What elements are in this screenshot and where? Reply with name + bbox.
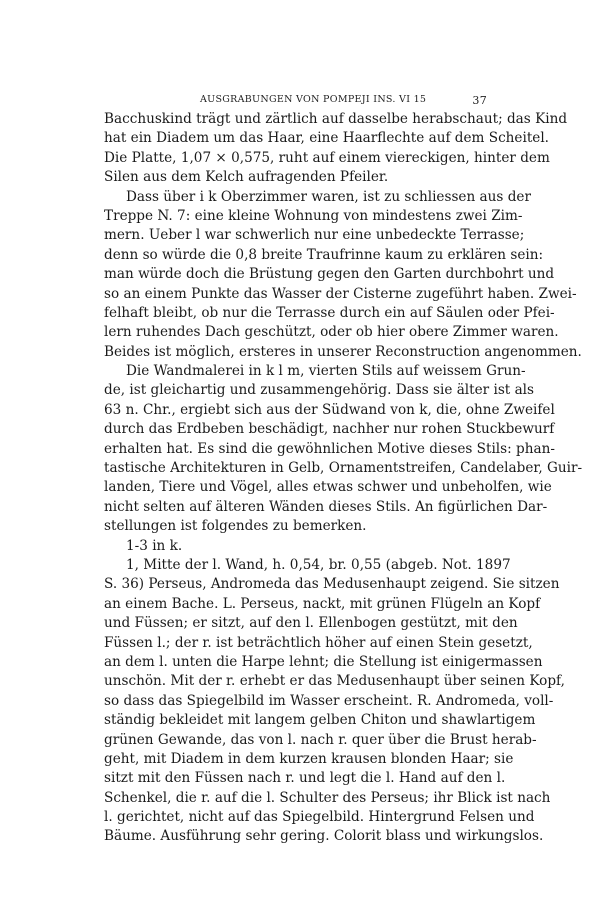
text-line: sitzt mit den Füssen nach r. und legt die l. Hand auf den l. xyxy=(104,770,506,787)
text-line: Die Wandmalerei in k l m, vierten Stils auf weissem Grun- xyxy=(126,363,526,380)
text-line: stellungen ist folgendes zu bemerken. xyxy=(104,518,367,535)
text-line: 1, Mitte der l. Wand, h. 0,54, br. 0,55 (abgeb. Not. 1897 xyxy=(126,556,511,573)
text-line: so dass das Spiegelbild im Wasser erscheint. R. Andromeda, voll- xyxy=(104,692,554,709)
text-line: Schenkel, die r. auf die l. Schulter des Perseus; ihr Blick ist nach xyxy=(104,789,551,806)
text-line: l. gerichtet, nicht auf das Spiegelbild. Hintergrund Felsen und xyxy=(104,809,535,826)
text-line: geht, mit Diadem in dem kurzen krausen blonden Haar; sie xyxy=(104,750,514,767)
text-line: und Füssen; er sitzt, auf den l. Ellenbogen gestützt, mit den xyxy=(104,615,518,632)
body-text xyxy=(104,110,583,847)
running-title: AUSGRABUNGEN VON POMPEJI INS. VI 15 xyxy=(200,94,427,105)
text-line: landen, Tiere und Vögel, alles etwas schwer und unbeholfen, wie xyxy=(104,479,552,496)
text-line: ständig bekleidet mit langem gelben Chiton und shawlartigem xyxy=(104,712,536,729)
text-line: Füssen l.; der r. ist beträchtlich höher auf einen Stein gesetzt, xyxy=(104,634,533,651)
text-line: an dem l. unten die Harpe lehnt; die Stellung ist einigermassen xyxy=(104,653,543,670)
text-line: Dass über i k Oberzimmer waren, ist zu schliessen aus der xyxy=(126,188,531,205)
text-line: lern ruhendes Dach geschützt, oder ob hier obere Zimmer waren. xyxy=(104,324,559,341)
text-line: Silen aus dem Kelch aufragenden Pfeiler. xyxy=(104,169,389,186)
text-line: de, ist gleichartig und zusammengehörig. Dass sie älter ist als xyxy=(104,382,535,399)
text-line: so an einem Punkte das Wasser der Cisterne zugeführt haben. Zwei- xyxy=(104,285,577,302)
text-line: denn so würde die 0,8 breite Traufrinne kaum zu erklären sein: xyxy=(104,246,544,263)
text-line: man würde doch die Brüstung gegen den Garten durchbohrt und xyxy=(104,266,555,283)
text-line: erhalten hat. Es sind die gewöhnlichen Motive dieses Stils: phan- xyxy=(104,440,555,457)
text-line: durch das Erdbeben beschädigt, nachher nur rohen Stuckbewurf xyxy=(104,421,555,438)
text-line: hat ein Diadem um das Haar, eine Haarflechte auf dem Scheitel. xyxy=(104,130,550,147)
text-line: felhaft bleibt, ob nur die Terrasse durch ein auf Säulen oder Pfei- xyxy=(104,304,555,321)
page-number: 37 xyxy=(472,94,487,107)
text-line: grünen Gewande, das von l. nach r. quer über die Brust herab- xyxy=(104,731,537,748)
text-line: Beides ist möglich, ersteres in unserer Reconstruction angenommen. xyxy=(104,343,582,360)
running-header xyxy=(104,94,487,108)
text-line: 63 n. Chr., ergiebt sich aus der Südwand von k, die, ohne Zweifel xyxy=(104,401,555,418)
text-line: Bacchuskind trägt und zärtlich auf dasselbe herabschaut; das Kind xyxy=(104,111,568,127)
text-line: 1-3 in k. xyxy=(126,537,183,554)
text-line: an einem Bache. L. Perseus, nackt, mit grünen Flügeln an Kopf xyxy=(104,595,541,612)
text-line: Treppe N. 7: eine kleine Wohnung von mindestens zwei Zim- xyxy=(104,207,523,224)
text-line: Die Platte, 1,07 × 0,575, ruht auf einem viereckigen, hinter dem xyxy=(104,149,550,166)
text-line: nicht selten auf älteren Wänden dieses Stils. An figürlichen Dar- xyxy=(104,498,548,515)
text-line: mern. Ueber l war schwerlich nur eine unbedeckte Terrasse; xyxy=(104,227,525,244)
text-line: Bäume. Ausführung sehr gering. Colorit blass und wirkungslos. xyxy=(104,828,544,845)
text-line: S. 36) Perseus, Andromeda das Medusenhaupt zeigend. Sie sitzen xyxy=(104,576,560,593)
text-line: unschön. Mit der r. erhebt er das Medusenhaupt über seinen Kopf, xyxy=(104,673,565,690)
text-line: tastische Architekturen in Gelb, Ornamentstreifen, Candelaber, Guir- xyxy=(104,460,583,477)
